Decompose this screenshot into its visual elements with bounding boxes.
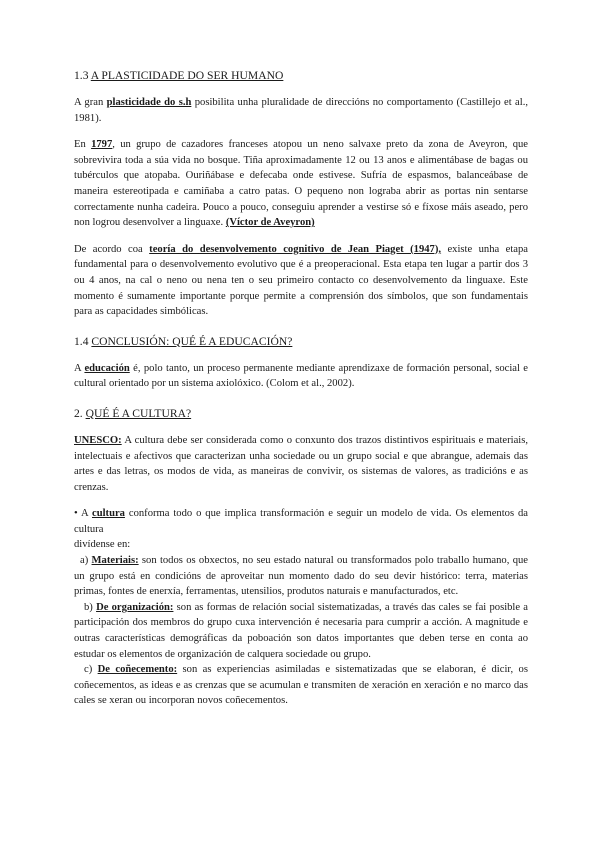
paragraph-education: A educación é, polo tanto, un proceso permanente mediante aprendizaxe de formación personal, social e cultural orientado por un sistema axiolóxico. (Colom et al., 2002).: [74, 362, 528, 390]
paragraph-culture-bullet: • A cultura conforma todo o que implica transformación e seguir un modelo de vida. Os elementos da cultura divídense en:: [74, 508, 528, 551]
term-organizacion: De organización:: [96, 601, 174, 613]
list-item-materiais: a) Materiais: son todos os obxectos, no seu estado natural ou transformados polo traballo humano, que un grupo está en condicións de aproveitar nun momento dado do seu devir histórico: terra, materias primas, fontes de enerxía, ferramentas, utensilios, produtos naturais e manufacturados, etc.: [74, 555, 528, 598]
term-culture: cultura: [92, 508, 125, 520]
paragraph-victor-aveyron: En 1797, un grupo de cazadores franceses atopou un neno salvaxe preto da zona de Aveyron, que sobrevivira toda a súa vida no bosque. Tiña aproximadamente 12 ou 13 anos e alimentábase de bagas ou tubérculos que atopaba. Ouriñábase e defecaba onde estivese. Sufría de espasmos, balanceábase de maneira estereotipada e camiñaba a catro patas. O pequeno non lograba abrir as portas nin sentarse correctamente nunha cadeira. Pouco a pouco, conseguiu aprender a vestirse só e fíxose máis aseado, pero non logrou desenvolver a linguaxe. (Víctor de Aveyron): [74, 139, 529, 229]
paragraph-plasticity: A gran plasticidade do s.h posibilita unha pluralidade de direccións no comportamento (Castillejo et al., 1981).: [74, 97, 528, 124]
term-unesco: UNESCO:: [74, 434, 122, 446]
section-heading-1-3: [74, 68, 528, 84]
section-number: 1.4: [74, 334, 92, 348]
term-materiais: Materiais:: [91, 555, 139, 567]
list-item-conecemento: c) De coñecemento: son as experiencias asimiladas e sistematizadas que se elaboran, é dicir, os coñecementos, as ideas e as crenzas que se acumulan e transmiten de xeración en xeración e no marco das cales se xeran ou incorporan novos coñecementos.: [74, 664, 528, 707]
section-title: A PLASTICIDADE DO SER HUMANO: [90, 69, 284, 82]
list-item-organizacion: b) De organización: son as formas de relación social sistematizadas, a través das cales se fai posible a participación dos membros do grupo cuxa intervención é necesaria para cumprir a acción. A magnitude e outras características demográficas da poboación son datos importantes que deben terse en conta ao estudar os elementos de organización de calquera sociedade ou grupo.: [74, 601, 529, 660]
paragraph-unesco: UNESCO: A cultura debe ser considerada como o conxunto dos trazos distintivos espirituais e materiais, intelectuais e afectivos que caracterizan unha sociedade ou un grupo social e que abrangue, ademais das artes e das letras, os modos de vida, as maneiras de convivir, os sistemas de valores, as tradicións e as crenzas.: [74, 434, 528, 493]
section-heading-2: [74, 406, 528, 422]
term-piaget-theory: teoría do desenvolvemento cognitivo de Jean Piaget (1947),: [149, 243, 442, 255]
term-conecemento: De coñecemento:: [97, 664, 178, 676]
section-title: CONCLUSIÓN: QUÉ É A EDUCACIÓN?: [91, 334, 293, 348]
term-plasticity: plasticidade do s.h: [106, 97, 192, 108]
section-number: 2.: [74, 406, 86, 420]
year-1797: 1797: [91, 139, 113, 151]
section-title: QUÉ É A CULTURA?: [85, 406, 192, 420]
section-number: 1.3: [74, 69, 91, 82]
citation-victor: (Víctor de Aveyron): [225, 217, 315, 229]
paragraph-piaget: De acordo coa teoría do desenvolvemento cognitivo de Jean Piaget (1947), existe unha etapa fundamental para o desenvolvemento evolutivo que é a preoperacional. Esta etapa ten lugar a partir dos 3 ou 4 anos, na cal o neno ou nena ten o seu primeiro contacto co desenvolvemento da linguaxe. Este momento é sumamente importante porque permite a comprensión dos símbolos, que son fundamentais para as capacidades simbólicas.: [74, 243, 528, 318]
section-heading-1-4: [74, 334, 528, 350]
term-education: educación: [84, 362, 130, 374]
